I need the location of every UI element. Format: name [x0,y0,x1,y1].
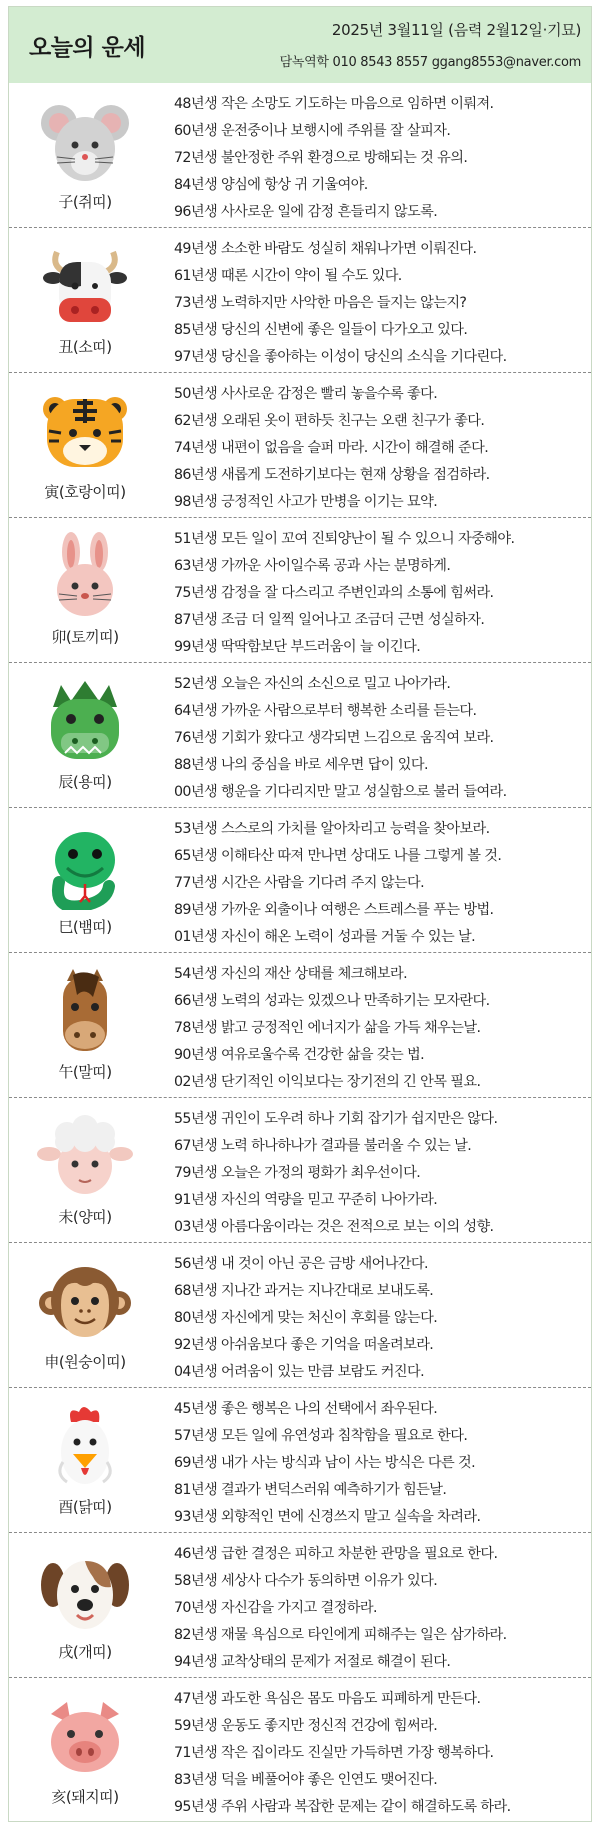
animal-label: 午(말띠) [58,1063,112,1081]
fortune-line: 86년생 새롭게 도전하기보다는 현재 상황을 점검하라. [174,467,490,483]
fortune-line: 76년생 기회가 왔다고 생각되면 느김으로 움직여 보라. [174,730,494,746]
fortune-line: 68년생 지나간 과거는 지나간대로 보내도록. [174,1283,434,1299]
fortune-line: 82년생 재물 욕심으로 타인에게 피해주는 일은 삼가하라. [174,1627,507,1643]
fortune-line: 71년생 작은 집이라도 진실만 가득하면 가장 행복하다. [174,1745,494,1761]
fortune-line: 57년생 모든 일에 유연성과 침착함을 필요로 한다. [174,1428,468,1444]
fortune-line: 66년생 노력의 성과는 있겠으나 만족하기는 모자란다. [174,993,490,1009]
fortune-line: 62년생 오래된 옷이 편하듯 친구는 오랜 친구가 좋다. [174,413,485,429]
fortune-line: 84년생 양심에 항상 귀 기울여야. [174,177,368,193]
fortune-line: 52년생 오늘은 자신의 소신으로 밀고 나아가라. [174,676,451,692]
fortune-lines [174,1686,589,1821]
date-line: 2025년 3월11일 (음력 2월12일·기묘) [331,21,581,39]
fortune-line: 95년생 주위 사람과 복잡한 문제는 같이 해결하도록 하라. [174,1799,511,1815]
animal-block [25,387,145,511]
animal-label: 未(양띠) [58,1208,112,1226]
sheep-icon [37,1112,133,1200]
page-title: 오늘의 운세 [29,35,146,61]
animal-label: 子(쥐띠) [58,193,112,211]
fortune-line: 56년생 내 것이 아닌 공은 금방 새어나간다. [174,1256,428,1272]
fortune-line: 48년생 작은 소망도 기도하는 마음으로 임하면 이뤄져. [174,96,494,112]
fortune-line: 58년생 세상사 다수가 동의하면 이유가 있다. [174,1573,438,1589]
zodiac-section-horse [9,953,591,1098]
zodiac-section-rooster [9,1388,591,1533]
monkey-icon [37,1257,133,1345]
fortune-line: 45년생 좋은 행복은 나의 선택에서 좌우된다. [174,1401,438,1417]
fortune-line: 78년생 밝고 긍정적인 에너지가 삶을 가득 채우는날. [174,1020,481,1036]
animal-label: 戌(개띠) [58,1643,112,1661]
fortune-line: 01년생 자신이 해온 노력이 성과를 거둘 수 있는 날. [174,929,476,945]
animal-block [25,97,145,221]
fortune-lines [174,1251,589,1386]
fortune-line: 91년생 자신의 역량을 믿고 꾸준히 나아가라. [174,1192,438,1208]
ox-icon [37,242,133,330]
fortune-line: 03년생 아름다움이라는 것은 전적으로 보는 이의 성향. [174,1219,494,1235]
fortune-panel [8,6,592,1822]
animal-label: 卯(토끼띠) [51,628,119,646]
animal-block [25,1692,145,1816]
fortune-line: 77년생 시간은 사람을 기다려 주지 않는다. [174,875,425,891]
animal-block [25,242,145,366]
fortune-lines [174,526,589,661]
fortune-lines [174,1106,589,1241]
fortune-line: 64년생 가까운 사람으로부터 행복한 소리를 듣는다. [174,703,477,719]
fortune-line: 89년생 가까운 외출이나 여행은 스트레스를 푸는 방법. [174,902,494,918]
fortune-line: 83년생 덕을 베풀어야 좋은 인연도 맺어진다. [174,1772,438,1788]
animal-block [25,1257,145,1381]
fortune-line: 51년생 모든 일이 꼬여 진퇴양난이 될 수 있으니 자중해야. [174,531,515,547]
header [9,7,591,83]
fortune-line: 59년생 운동도 좋지만 정신적 건강에 힘써라. [174,1718,438,1734]
zodiac-sections [9,83,591,1823]
fortune-line: 80년생 자신에게 맞는 처신이 후회를 않는다. [174,1310,438,1326]
zodiac-section-dog [9,1533,591,1678]
fortune-line: 73년생 노력하지만 사악한 마음은 들지는 않는지? [174,295,467,311]
fortune-line: 97년생 당신을 좋아하는 이성이 당신의 소식을 기다린다. [174,349,507,365]
fortune-line: 46년생 급한 결정은 피하고 차분한 관망을 필요로 한다. [174,1546,498,1562]
fortune-lines [174,236,589,371]
fortune-line: 93년생 외향적인 면에 신경쓰지 말고 실속을 차려라. [174,1509,481,1525]
fortune-line: 70년생 자신감을 가지고 결정하라. [174,1600,377,1616]
fortune-line: 55년생 귀인이 도우려 하나 기회 잡기가 쉽지만은 않다. [174,1111,498,1127]
fortune-line: 85년생 당신의 신변에 좋은 일들이 다가오고 있다. [174,322,468,338]
animal-block [25,1547,145,1671]
rat-icon [37,97,133,185]
fortune-line: 79년생 오늘은 가정의 평화가 최우선이다. [174,1165,421,1181]
zodiac-section-ox [9,228,591,373]
rabbit-icon [37,532,133,620]
fortune-line: 69년생 내가 사는 방식과 남이 사는 방식은 다른 것. [174,1455,476,1471]
zodiac-section-monkey [9,1243,591,1388]
fortune-line: 99년생 딱딱함보단 부드러움이 늘 이긴다. [174,639,421,655]
fortune-line: 53년생 스스로의 가치를 알아차리고 능력을 찾아보라. [174,821,490,837]
fortune-line: 81년생 결과가 변덕스러워 예측하기가 힘든날. [174,1482,447,1498]
animal-label: 酉(닭띠) [58,1498,112,1516]
horse-icon [37,967,133,1055]
animal-label: 申(원숭이띠) [44,1353,126,1371]
fortune-line: 92년생 아쉬움보다 좋은 기억을 떠올려보라. [174,1337,434,1353]
animal-label: 寅(호랑이띠) [44,483,126,501]
animal-block [25,967,145,1091]
fortune-lines [174,671,589,806]
fortune-lines [174,816,589,951]
zodiac-section-dragon [9,663,591,808]
animal-label: 辰(용띠) [58,773,112,791]
zodiac-section-snake [9,808,591,953]
zodiac-section-rabbit [9,518,591,663]
fortune-line: 90년생 여유로울수록 건강한 삶을 갖는 법. [174,1047,425,1063]
fortune-line: 60년생 운전중이나 보행시에 주위를 잘 살피자. [174,123,451,139]
tiger-icon [37,387,133,475]
animal-block [25,677,145,801]
rooster-icon [37,1402,133,1490]
fortune-lines [174,91,589,226]
fortune-line: 67년생 노력 하나하나가 결과를 불러올 수 있는 날. [174,1138,472,1154]
animal-label: 亥(돼지띠) [51,1788,119,1806]
zodiac-section-tiger [9,373,591,518]
fortune-line: 75년생 감정을 잘 다스리고 주변인과의 소통에 힘써라. [174,585,494,601]
snake-icon [37,822,133,910]
fortune-lines [174,961,589,1096]
fortune-line: 65년생 이해타산 따져 만나면 상대도 나를 그렇게 볼 것. [174,848,502,864]
zodiac-section-rat [9,83,591,228]
fortune-lines [174,381,589,516]
fortune-line: 47년생 과도한 욕심은 몸도 마음도 피폐하게 만든다. [174,1691,481,1707]
pig-icon [37,1692,133,1780]
fortune-line: 87년생 조금 더 일찍 일어나고 조금더 근면 성실하자. [174,612,485,628]
fortune-line: 54년생 자신의 재산 상태를 체크해보라. [174,966,408,982]
dog-icon [37,1547,133,1635]
fortune-line: 96년생 사사로운 일에 감정 흔들리지 않도록. [174,204,438,220]
zodiac-section-pig [9,1678,591,1823]
fortune-line: 98년생 긍정적인 사고가 만병을 이기는 묘약. [174,494,438,510]
contact-line: 담녹역학 010 8543 8557 ggang8553@naver.com [279,55,581,70]
fortune-line: 49년생 소소한 바람도 성실히 채워나가면 이뤄진다. [174,241,477,257]
fortune-line: 63년생 가까운 사이일수록 공과 사는 분명하게. [174,558,451,574]
animal-label: 巳(뱀띠) [58,918,112,936]
animal-block [25,1112,145,1236]
fortune-line: 94년생 교착상태의 문제가 저절로 해결이 된다. [174,1654,451,1670]
fortune-line: 04년생 어려움이 있는 만큼 보람도 커진다. [174,1364,425,1380]
animal-block [25,822,145,946]
fortune-lines [174,1396,589,1531]
animal-block [25,1402,145,1526]
fortune-lines [174,1541,589,1676]
fortune-line: 72년생 불안정한 주위 환경으로 방해되는 것 유의. [174,150,468,166]
fortune-line: 02년생 단기적인 이익보다는 장기전의 긴 안목 필요. [174,1074,481,1090]
fortune-line: 74년생 내편이 없음을 슬퍼 마라. 시간이 해결해 준다. [174,440,489,456]
animal-label: 丑(소띠) [58,338,112,356]
zodiac-section-sheep [9,1098,591,1243]
animal-block [25,532,145,656]
dragon-icon [37,677,133,765]
fortune-line: 61년생 때론 시간이 약이 될 수도 있다. [174,268,402,284]
fortune-line: 00년생 행운을 기다리지만 말고 성실함으로 불러 들여라. [174,784,507,800]
fortune-line: 88년생 나의 중심을 바로 세우면 답이 있다. [174,757,428,773]
fortune-line: 50년생 사사로운 감정은 빨리 놓을수록 좋다. [174,386,438,402]
